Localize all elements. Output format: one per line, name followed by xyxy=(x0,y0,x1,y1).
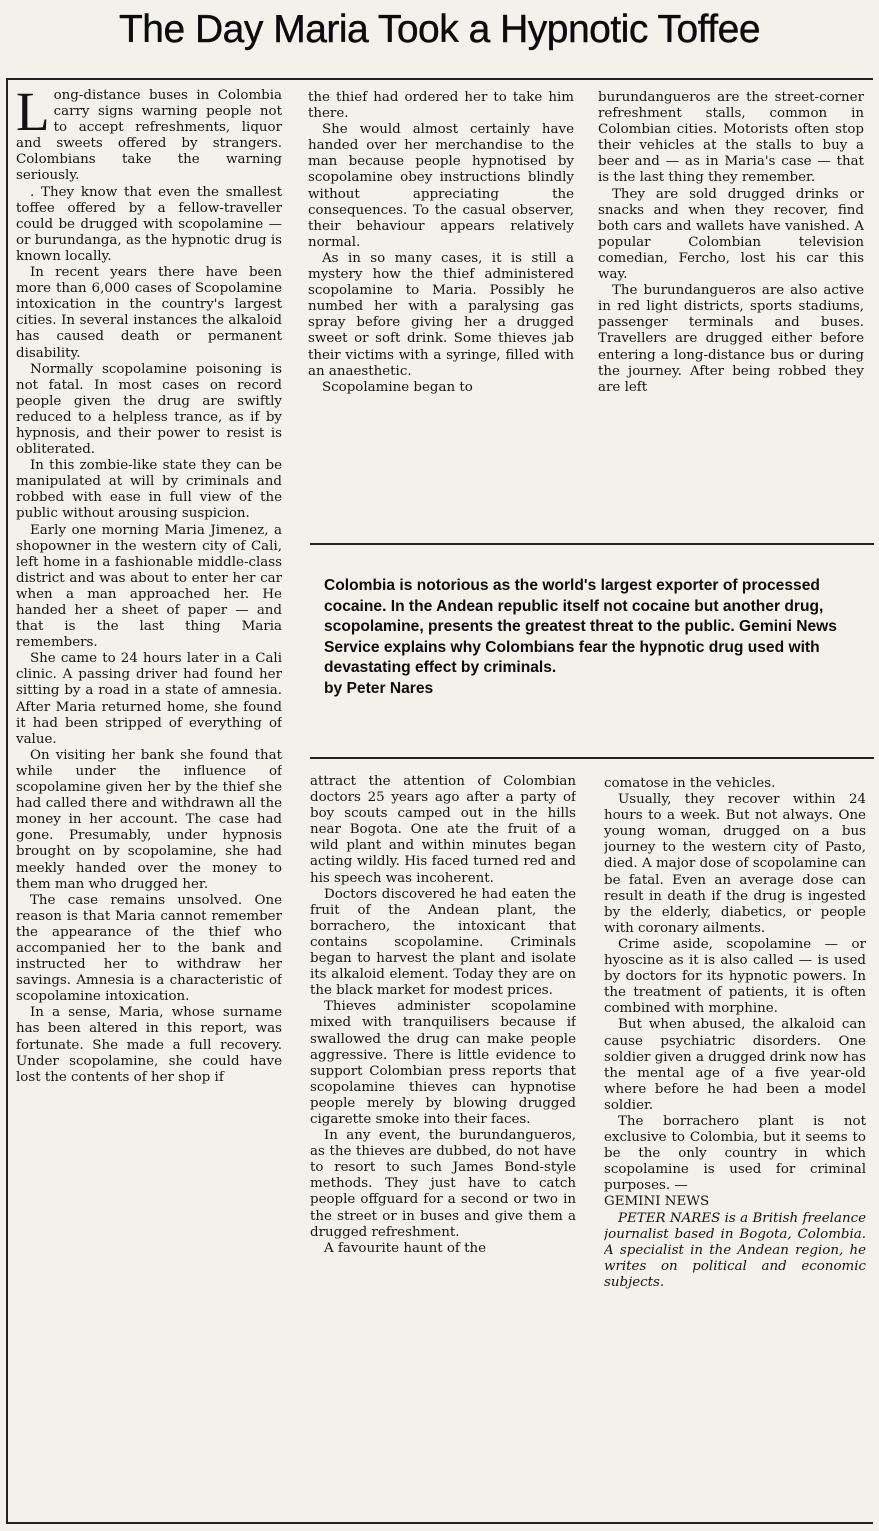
paragraph: . They know that even the smallest toffee offered by a fellow-traveller could be drugged with scopolamine — or burundanga, as the hypnotic drug is known locally. xyxy=(16,184,282,264)
paragraph: Thieves administer scopolamine mixed with tranquilisers because if swallowed the drug can make people aggressive. There is little evidence to support Colombian press reports that scopolamine thieves can hypnotise people merely by blowing drugged cigarette smoke into their faces. xyxy=(310,999,576,1127)
paragraph: Early one morning Maria Jimenez, a shopowner in the western city of Cali, left home in a fashionable middle-class district and was about to enter her car when a man approached her. He handed her a sheet of paper — and that is the last thing Maria remembers. xyxy=(16,522,282,651)
column-2-bottom xyxy=(310,774,576,1518)
paragraph: Doctors discovered he had eaten the fruit of the Andean plant, the borrachero, the intoxicant that contains scopolamine. Criminals began to harvest the plant and isolate its alkaloid element. Today they are on the black market for modest prices. xyxy=(310,886,576,999)
paragraph: As in so many cases, it is still a mystery how the thief administered scopolamine to Maria. Possibly he numbed her with a paralysing gas spray before giving her a drugged sweet or soft drink. Some thieves jab their victims with a syringe, filled with an anaesthetic. xyxy=(308,250,574,379)
paragraph: attract the attention of Colombian doctors 25 years ago after a party of boy scouts camped out in the hills near Bogota. One ate the fruit of a wild plant and within minutes began acting wildly. His faced turned red and his speech was incoherent. xyxy=(310,774,576,886)
paragraph: the thief had ordered her to take him there. xyxy=(308,90,574,122)
paragraph: She came to 24 hours later in a Cali clinic. A passing driver had found her sitting by a road in a state of amnesia. After Maria returned home, she found it had been stripped of everything of value. xyxy=(16,651,282,747)
paragraph: They are sold drugged drinks or snacks and when they recover, find both cars and wallets have vanished. A popular Colombian television comedian, Fercho, lost his car this way. xyxy=(598,186,864,283)
standfirst-blurb xyxy=(324,576,864,700)
paragraph: Long-distance buses in Colombia carry signs warning people not to accept refreshments, liquor and sweets offered by strangers. Colombians take the warning seriously. xyxy=(16,88,282,184)
top-rule xyxy=(6,78,873,80)
signoff: GEMINI NEWS xyxy=(604,1194,710,1210)
paragraph: In a sense, Maria, whose surname has been altered in this report, was fortunate. She made a full recovery. Under scopolamine, she could have lost the contents of her shop if xyxy=(16,1005,282,1085)
paragraph: Scopolamine began to xyxy=(322,379,473,395)
paragraph: burundangueros are the street-corner refreshment stalls, common in Colombian cities. Motorists often stop their vehicles at the stalls to buy a beer and — as in Maria's case — that is the last thing they remember. xyxy=(598,90,864,186)
paragraph: But when abused, the alkaloid can cause psychiatric disorders. One soldier given a drugged drink now has the mental age of a five year-old where before he had been a model soldier. xyxy=(604,1017,866,1113)
column-2-top xyxy=(308,90,574,520)
column-3-bottom xyxy=(604,776,866,1518)
drop-cap: L xyxy=(16,88,50,142)
paragraph: Crime aside, scopolamine — or hyoscine as it is also called — is used by doctors for its hypnotic powers. In the treatment of patients, it is often combined with morphine. xyxy=(604,936,866,1017)
paragraph: Usually, they recover within 24 hours to a week. But not always. One young woman, drugged on a bus journey to the western city of Pasto, died. A major dose of scopolamine can be fatal. Even an average dose can result in death if the drug is ingested by the elderly, diabetics, or people with coronary ailments. xyxy=(604,792,866,936)
paragraph: The borrachero plant is not exclusive to Colombia, but it seems to be the only country in which scopolamine is used for criminal purposes. — xyxy=(604,1113,866,1194)
column-1 xyxy=(16,88,282,1518)
blurb-text: Colombia is notorious as the world's largest exporter of processed cocaine. In the Andean republic itself not cocaine but another drug, scopolamine, presents the greatest threat to the public. Gemini News Service explains why Colombians fear the hypnotic drug used with devastating effect by criminals. xyxy=(324,577,837,677)
bottom-rule xyxy=(6,1522,873,1524)
column-3-top xyxy=(598,90,864,520)
blurb-top-rule xyxy=(310,543,874,545)
blurb-bottom-rule xyxy=(310,757,874,759)
paragraph: She would almost certainly have handed over her merchandise to the man because people hypnotised by scopolamine obey instructions blindly without appreciating the consequences. To the casual observer, their behaviour appears relatively normal. xyxy=(308,122,574,250)
paragraph: A favourite haunt of the xyxy=(324,1240,487,1256)
paragraph: In this zombie-like state they can be manipulated at will by criminals and robbed with ease in full view of the public without arousing suspicion. xyxy=(16,458,282,522)
byline: by Peter Nares xyxy=(324,679,434,697)
headline: The Day Maria Took a Hypnotic Toffee xyxy=(118,8,761,51)
author-bio: PETER NARES is a British freelance journalist based in Bogota, Colombia. A specialist in the Andean region, he writes on political and economic subjects. xyxy=(604,1210,866,1290)
paragraph: In recent years there have been more than 6,000 cases of Scopolamine intoxication in the country's largest cities. In several instances the alkaloid has caused death or permanent disability. xyxy=(16,265,282,361)
paragraph: The burundangueros are also active in red light districts, sports stadiums, passenger terminals and buses. Travellers are drugged either before entering a long-distance bus or during the journey. After being robbed they are left xyxy=(598,283,864,395)
paragraph: The case remains unsolved. One reason is that Maria cannot remember the appearance of the thief who accompanied her to the bank and instructed her to withdraw her savings. Amnesia is a characteristic of scopolamine intoxication. xyxy=(16,892,282,1005)
paragraph: In any event, the burundangueros, as the thieves are dubbed, do not have to resort to such James Bond-style methods. They just have to catch people offguard for a second or two in the street or in buses and give them a drugged refreshment. xyxy=(310,1128,576,1240)
paragraph: comatose in the vehicles. xyxy=(604,776,776,791)
paragraph: Normally scopolamine poisoning is not fatal. In most cases on record people given the drug are swiftly reduced to a helpless trance, as if by hypnosis, and their power to resist is obliterated. xyxy=(16,361,282,458)
left-border xyxy=(6,78,8,1523)
paragraph: On visiting her bank she found that while under the influence of scopolamine given her by the thief she had called there and withdrawn all the money in her account. The case had gone. Presumably, under hypnosis brought on by scopolamine, she had meekly handed over the money to them man who drugged her. xyxy=(16,747,282,892)
